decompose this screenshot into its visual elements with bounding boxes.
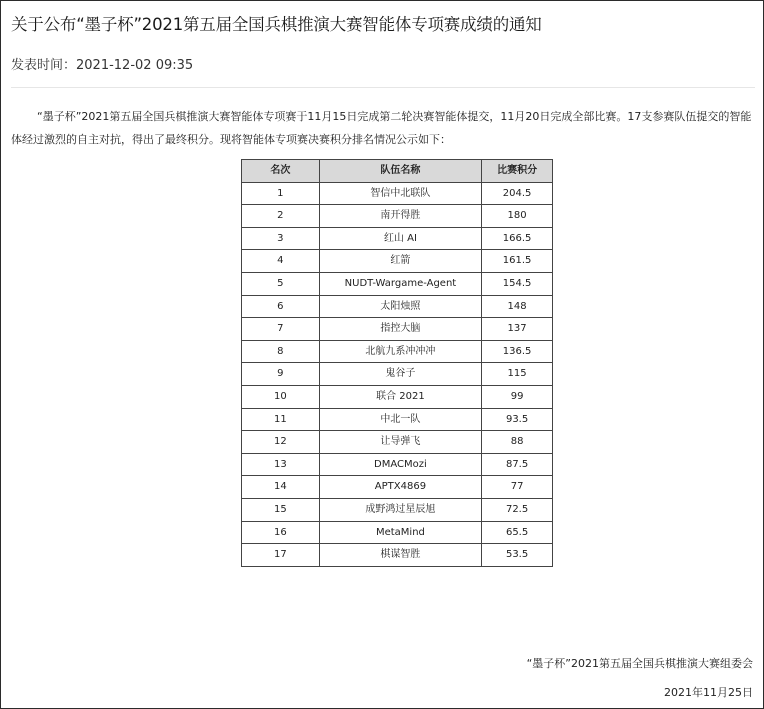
- rank-cell: 1: [242, 182, 320, 205]
- score-cell: 137: [482, 318, 553, 341]
- rank-cell: 15: [242, 498, 320, 521]
- table-row: [242, 544, 553, 567]
- score-cell: 180: [482, 205, 553, 228]
- table-row: [242, 453, 553, 476]
- score-cell: 154.5: [482, 272, 553, 295]
- team-name-cell: 让导弹飞: [319, 431, 481, 454]
- table-header-row: [242, 160, 553, 183]
- score-cell: 115: [482, 363, 553, 386]
- header-score: 比赛积分: [482, 160, 553, 183]
- score-cell: 65.5: [482, 521, 553, 544]
- page-title: 关于公布“墨子杯”2021第五届全国兵棋推演大赛智能体专项赛成绩的通知: [11, 15, 542, 34]
- rank-cell: 7: [242, 318, 320, 341]
- table-row: [242, 250, 553, 273]
- score-cell: 93.5: [482, 408, 553, 431]
- rank-cell: 4: [242, 250, 320, 273]
- rank-cell: 13: [242, 453, 320, 476]
- score-cell: 204.5: [482, 182, 553, 205]
- table-row: [242, 205, 553, 228]
- score-cell: 88: [482, 431, 553, 454]
- table-row: [242, 498, 553, 521]
- rank-cell: 3: [242, 227, 320, 250]
- intro-paragraph: “墨子杯”2021第五届全国兵棋推演大赛智能体专项赛于11月15日完成第二轮决赛智能体提交，11月20日完成全部比赛。17支参赛队伍提交的智能体经过激烈的自主对抗，得出了最终积分。现将智能体专项赛决赛积分排名情况公示如下：: [11, 110, 752, 146]
- table-row: [242, 408, 553, 431]
- rank-cell: 17: [242, 544, 320, 567]
- team-name-cell: 红箭: [319, 250, 481, 273]
- team-name-cell: 智信中北联队: [319, 182, 481, 205]
- rank-cell: 11: [242, 408, 320, 431]
- team-name-cell: NUDT-Wargame-Agent: [319, 272, 481, 295]
- table-row: [242, 340, 553, 363]
- table-row: [242, 521, 553, 544]
- team-name-cell: APTX4869: [319, 476, 481, 499]
- table-row: [242, 182, 553, 205]
- rank-cell: 5: [242, 272, 320, 295]
- rank-cell: 2: [242, 205, 320, 228]
- score-cell: 99: [482, 385, 553, 408]
- rank-cell: 8: [242, 340, 320, 363]
- table-row: [242, 272, 553, 295]
- header-team: 队伍名称: [319, 160, 481, 183]
- rank-cell: 10: [242, 385, 320, 408]
- team-name-cell: 北航九系冲冲冲: [319, 340, 481, 363]
- team-name-cell: 指控大脑: [319, 318, 481, 341]
- rank-cell: 9: [242, 363, 320, 386]
- publish-time: 2021-12-02 09:35: [76, 58, 194, 73]
- table-row: [242, 295, 553, 318]
- team-name-cell: 红山 AI: [319, 227, 481, 250]
- rank-cell: 6: [242, 295, 320, 318]
- table-row: [242, 385, 553, 408]
- team-name-cell: MetaMind: [319, 521, 481, 544]
- score-cell: 53.5: [482, 544, 553, 567]
- table-row: [242, 476, 553, 499]
- signature-date: 2021年11月25日: [664, 686, 753, 699]
- score-cell: 148: [482, 295, 553, 318]
- score-cell: 72.5: [482, 498, 553, 521]
- publish-info: [11, 54, 193, 73]
- team-name-cell: 成野鸿过星辰旭: [319, 498, 481, 521]
- team-name-cell: 太阳烛照: [319, 295, 481, 318]
- rank-cell: 16: [242, 521, 320, 544]
- score-cell: 161.5: [482, 250, 553, 273]
- rank-cell: 12: [242, 431, 320, 454]
- score-cell: 136.5: [482, 340, 553, 363]
- score-cell: 87.5: [482, 453, 553, 476]
- team-name-cell: DMACMozi: [319, 453, 481, 476]
- header-rank: 名次: [242, 160, 320, 183]
- team-name-cell: 棋谋智胜: [319, 544, 481, 567]
- publish-time-label: 发表时间：: [11, 58, 77, 73]
- score-cell: 77: [482, 476, 553, 499]
- divider: [11, 87, 755, 88]
- table-row: [242, 227, 553, 250]
- score-cell: 166.5: [482, 227, 553, 250]
- results-table: [241, 159, 553, 567]
- team-name-cell: 联合 2021: [319, 385, 481, 408]
- team-name-cell: 鬼谷子: [319, 363, 481, 386]
- table-row: [242, 431, 553, 454]
- results-table-body: [242, 182, 553, 566]
- team-name-cell: 南开得胜: [319, 205, 481, 228]
- organizer-signature: “墨子杯”2021第五届全国兵棋推演大赛组委会: [526, 657, 753, 670]
- table-row: [242, 363, 553, 386]
- rank-cell: 14: [242, 476, 320, 499]
- team-name-cell: 中北一队: [319, 408, 481, 431]
- table-row: [242, 318, 553, 341]
